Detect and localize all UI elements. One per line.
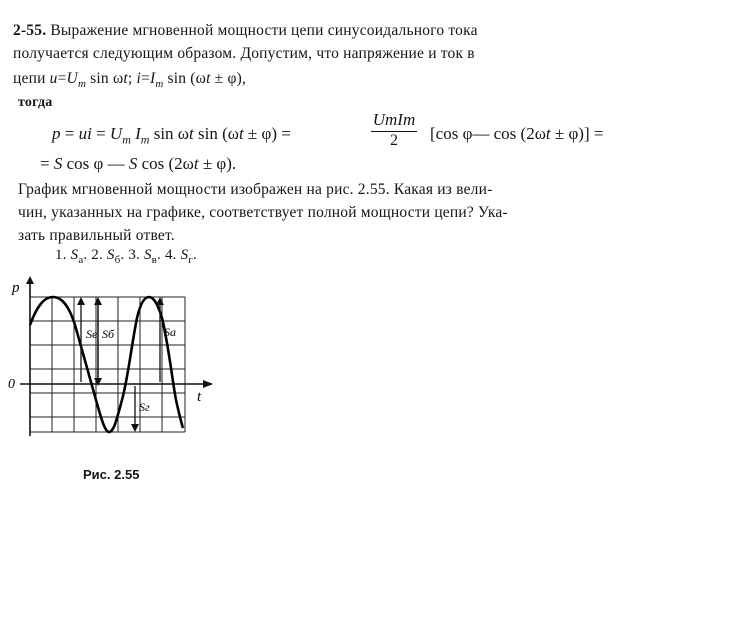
var-t: t	[206, 70, 211, 87]
sub-m: m	[122, 132, 131, 147]
formula-line-1-right	[430, 124, 603, 144]
var-t: t	[123, 70, 128, 87]
formula-line-2	[40, 154, 236, 174]
answer-2-var: S	[106, 247, 115, 263]
var-t: t	[193, 154, 199, 173]
answer-1-number: 1.	[55, 247, 67, 263]
answer-3-var: S	[143, 247, 152, 263]
var-S: S	[128, 154, 138, 173]
fraction-denominator: 2	[390, 132, 398, 149]
equals-sign: =	[91, 124, 110, 143]
sub-m: m	[77, 78, 87, 91]
phase-text: ± φ).	[198, 154, 237, 173]
answer-options	[55, 247, 197, 266]
problem-line-3	[13, 70, 246, 90]
answer-1-var: S	[70, 247, 79, 263]
var-I: I	[130, 124, 141, 143]
question-line-3: зать правильный ответ.	[18, 227, 175, 244]
problem-line-3-prefix: цепи	[13, 70, 50, 87]
var-U: U	[109, 124, 123, 143]
var-i: i	[136, 70, 141, 87]
sub-m: m	[140, 132, 150, 147]
var-Um: U	[66, 70, 78, 87]
equals-sign: =	[140, 70, 150, 87]
cos-text: cos φ —	[62, 154, 129, 173]
phase-text: ± φ),	[210, 70, 247, 87]
answer-2-sub: б	[114, 254, 121, 266]
problem-text-1: Выражение мгновенной мощности цепи синусоидального тока	[50, 22, 478, 39]
var-t: t	[238, 124, 244, 143]
figure-2-55	[0, 270, 230, 450]
fraction-UmIm-over-2	[363, 110, 425, 150]
problem-number: 2-55.	[13, 22, 47, 39]
var-S: S	[53, 154, 63, 173]
var-p: p	[52, 124, 61, 143]
var-ui: ui	[78, 124, 92, 143]
equals-sign: =	[60, 124, 79, 143]
problem-line-1	[13, 22, 478, 40]
answer-1-sub: а	[78, 254, 84, 266]
phase-text: ± φ) =	[243, 124, 291, 143]
problem-line-2: получается следующим образом. Допустим, что напряжение и ток в	[13, 45, 475, 62]
label-Sv: Sв	[86, 327, 98, 341]
cos-text: cos (2ω	[137, 154, 194, 173]
sin-text: sin (ω	[163, 70, 207, 87]
axis-x-label: t	[197, 389, 202, 405]
label-Sg: Sг	[139, 400, 150, 414]
answer-3-sub: в	[151, 254, 158, 266]
var-t: t	[189, 124, 194, 143]
equals-sign: =	[57, 70, 67, 87]
question-line-1: График мгновенной мощности изображен на рис. 2.55. Какая из вели-	[18, 181, 493, 198]
answer-4-sub: г	[188, 254, 193, 266]
bracket-text: [cos φ— cos (2ω	[430, 124, 546, 143]
then-word: тогда	[18, 95, 53, 110]
separator: ;	[127, 70, 137, 87]
origin-label: 0	[8, 377, 15, 392]
axis-y-label: p	[12, 280, 20, 296]
label-Sa: Sа	[164, 325, 176, 339]
answer-3-number: . 3.	[120, 247, 140, 263]
fraction-numerator: UmIm	[371, 110, 418, 132]
var-t: t	[545, 124, 551, 143]
figure-caption: Рис. 2.55	[83, 467, 140, 482]
var-u: u	[49, 70, 58, 87]
bracket-end: ± φ)] =	[550, 124, 604, 143]
label-Sb: Sб	[102, 327, 115, 341]
question-line-2: чин, указанных на графике, соответствует полной мощности цепи? Ука-	[18, 204, 508, 221]
formula-line-1-left	[52, 124, 291, 147]
answer-end: .	[192, 247, 197, 263]
sin-text: sin (ω	[193, 124, 239, 143]
sin-text: sin ω	[149, 124, 189, 143]
answer-2-number: . 2.	[83, 247, 103, 263]
answer-4-number: . 4.	[157, 247, 177, 263]
var-Im: I	[149, 70, 156, 87]
equals-sign: =	[40, 154, 54, 173]
sub-m: m	[155, 78, 164, 91]
sin-text: sin ω	[86, 70, 124, 87]
answer-4-var: S	[180, 247, 189, 263]
